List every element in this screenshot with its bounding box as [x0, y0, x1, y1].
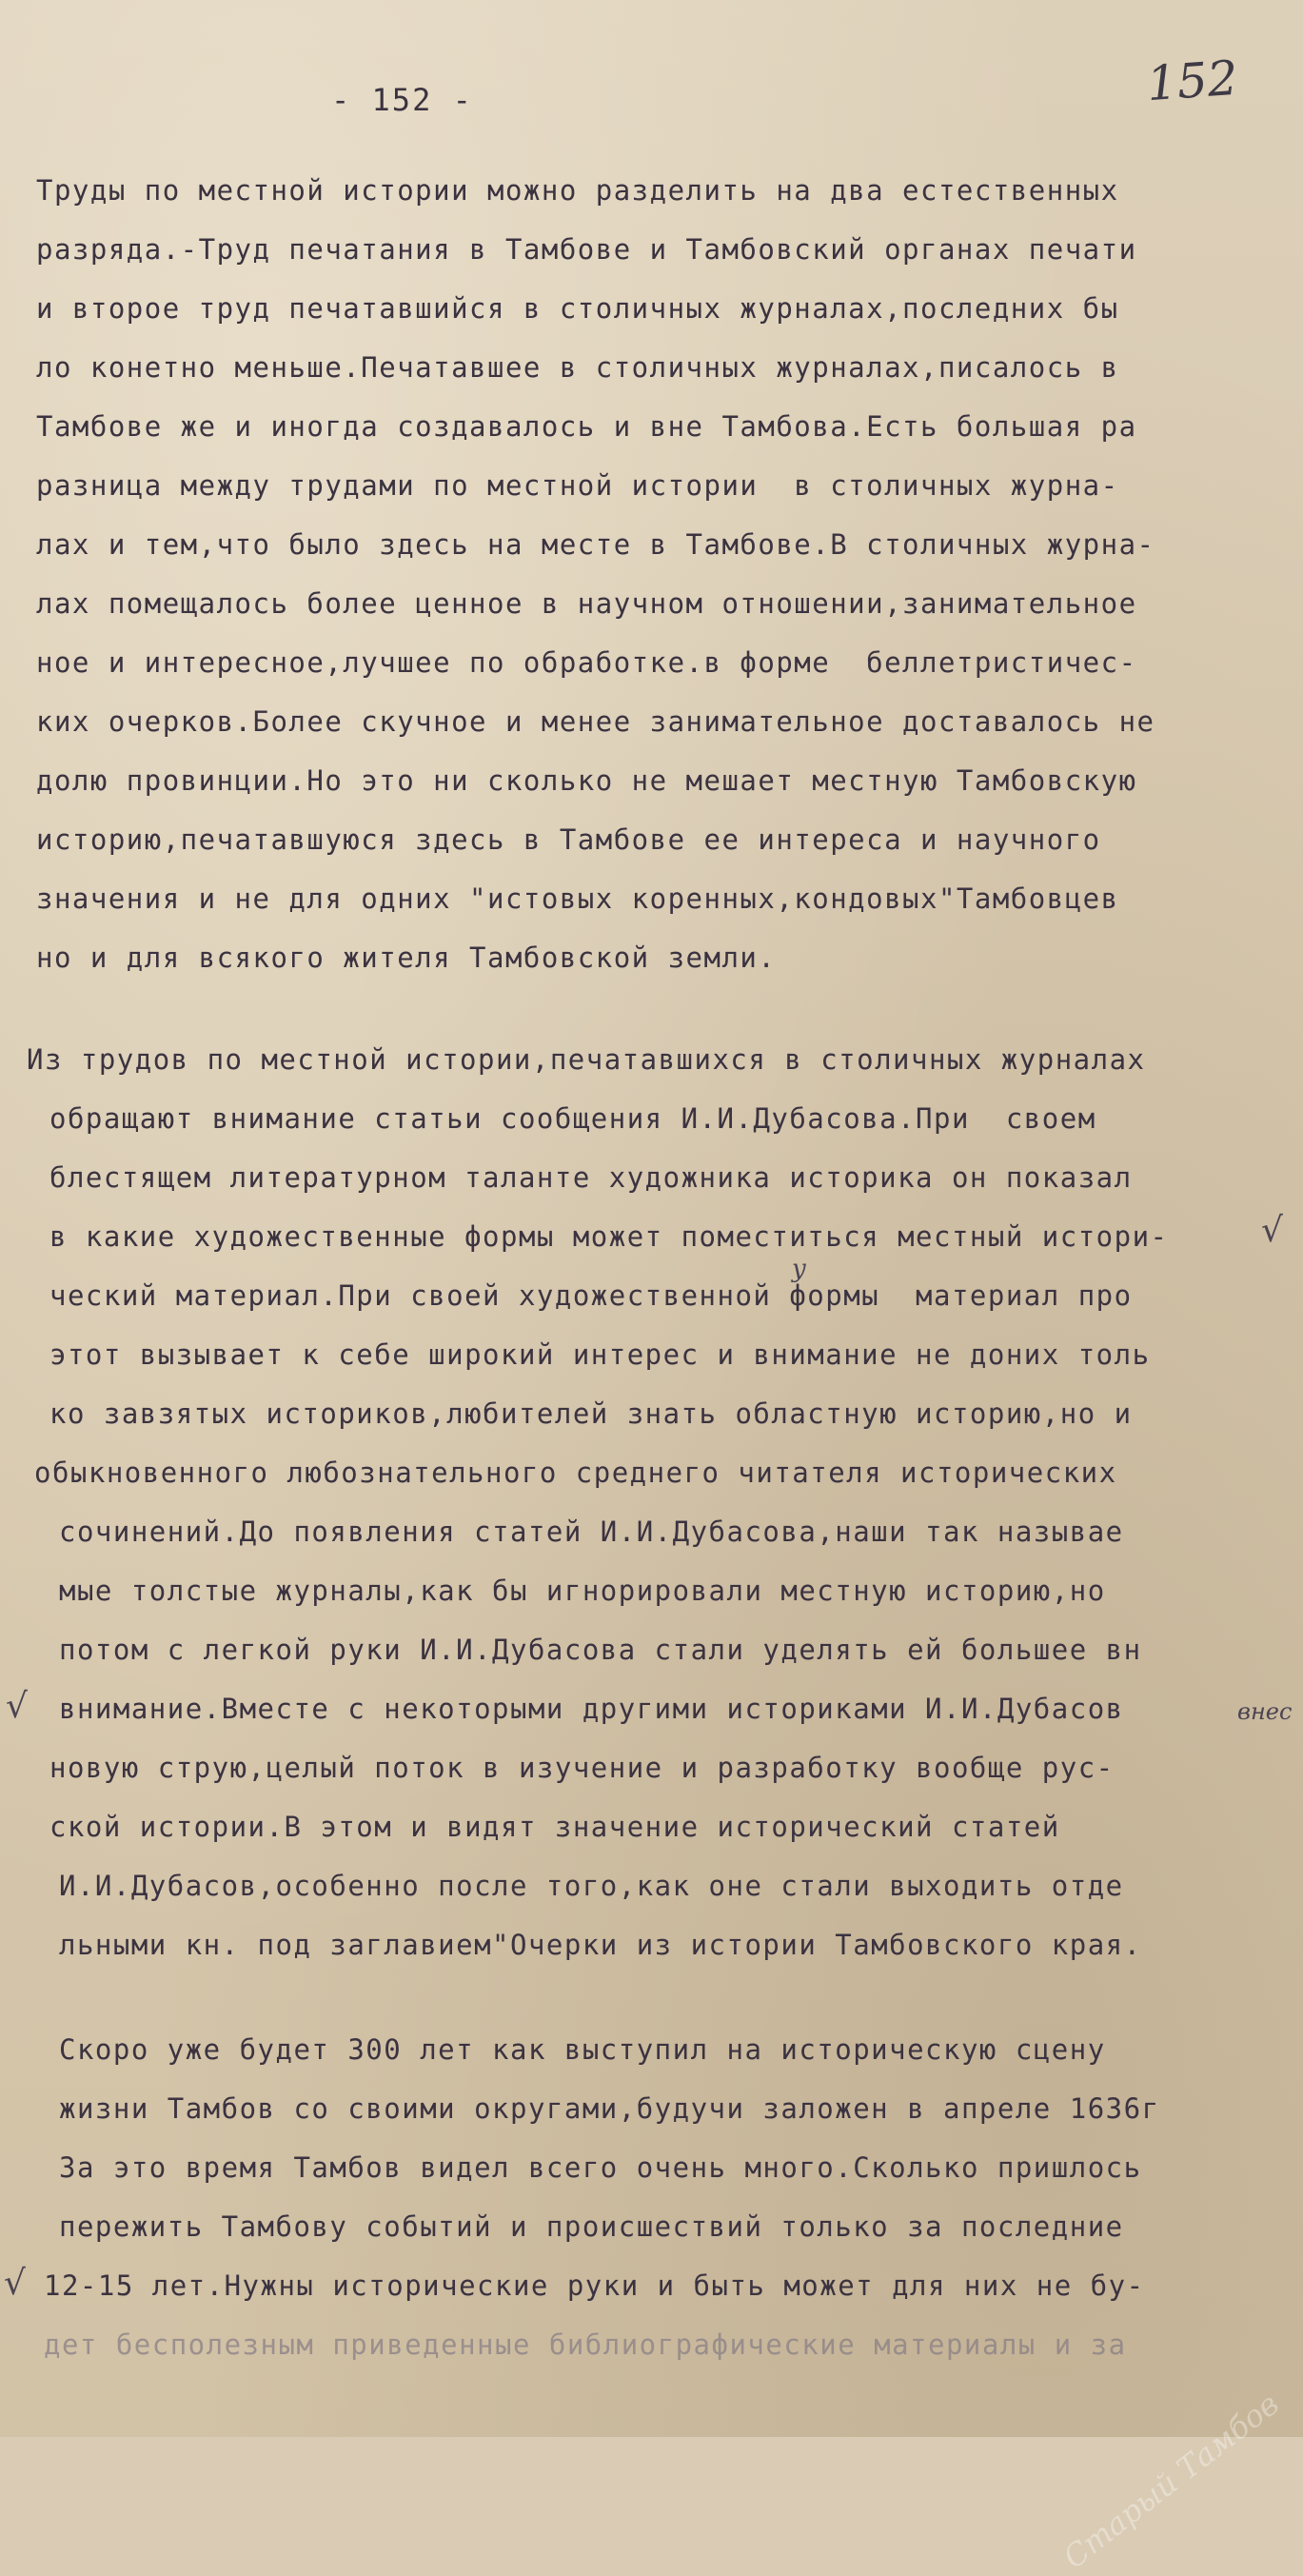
inline-correction-letter: у	[792, 1255, 807, 1283]
paragraph-2-line-7: ко завзятых историков,любителей знать областную историю,но и	[49, 1397, 1133, 1430]
margin-check-mark-2: √	[6, 1687, 28, 1726]
paragraph-2-line-13: новую струю,целый поток в изучение и разработку вообще рус-	[49, 1752, 1115, 1784]
paragraph-2-line-6: этот вызывает к себе широкий интерес и внимание не доних толь	[49, 1338, 1151, 1371]
paragraph-1-line-1: Труды по местной истории можно разделить на два естественных	[36, 174, 1119, 207]
paragraph-3-line-3: За это время Тамбов видел всего очень много.Сколько пришлось	[59, 2151, 1142, 2184]
paragraph-1-line-2: разряда.-Труд печатания в Тамбове и Тамбовский органах печати	[36, 233, 1137, 266]
paragraph-2-line-5: ческий материал.При своей художественной формы материал про	[49, 1279, 1133, 1312]
paragraph-2-line-3: блестящем литературном таланте художника историка он показал	[49, 1161, 1133, 1194]
paragraph-2-line-15: И.И.Дубасов,особенно после того,как оне стали выходить отде	[59, 1870, 1124, 1902]
paragraph-1-line-10: ких очерков.Более скучное и менее занимательное доставалось не	[36, 705, 1155, 738]
margin-insert-word: внес	[1237, 1698, 1293, 1725]
paragraph-2-line-4: в какие художественные формы может поместиться местный истори-	[49, 1220, 1169, 1253]
paragraph-2-line-10: мые толстые журналы,как бы игнорировали местную историю,но	[59, 1575, 1106, 1607]
paragraph-3-line-5: 12-15 лет.Нужны исторические руки и быть может для них не бу-	[44, 2269, 1145, 2302]
typed-page-number: - 152 -	[331, 82, 473, 118]
paragraph-3-line-4: пережить Тамбову событий и происшествий только за последние	[59, 2210, 1124, 2243]
paragraph-1-line-11: долю провинции.Но это ни сколько не мешает местную Тамбовскую	[36, 764, 1137, 797]
paragraph-3-line-1: Скоро уже будет 300 лет как выступил на историческую сцену	[59, 2033, 1106, 2066]
paragraph-2-line-9: сочинений.До появления статей И.И.Дубасова,наши так называе	[59, 1516, 1124, 1548]
paragraph-3-line-6: дет бесполезным приведенные библиографические материалы и за	[44, 2328, 1127, 2361]
paragraph-1-line-3: и второе труд печатавшийся в столичных журналах,последних бы	[36, 292, 1119, 325]
paragraph-1-line-14: но и для всякого жителя Тамбовской земли.	[36, 941, 777, 974]
paragraph-1-line-8: лах помещалось более ценное в научном отношении,занимательное	[36, 587, 1137, 620]
margin-check-mark-3: √	[4, 2264, 26, 2303]
paragraph-2-line-11: потом с легкой руки И.И.Дубасова стали уделять ей большее вн	[59, 1634, 1142, 1666]
paragraph-1-line-12: историю,печатавшуюся здесь в Тамбове ее интереса и научного	[36, 823, 1101, 856]
paragraph-1-line-4: ло конетно меньше.Печатавшее в столичных журналах,писалось в	[36, 351, 1119, 384]
paragraph-3-line-2: жизни Тамбов со своими округами,будучи заложен в апреле 1636г	[59, 2092, 1160, 2125]
paragraph-1-line-7: лах и тем,что было здесь на месте в Тамбове.В столичных журна-	[36, 528, 1155, 561]
watermark: Старый Тамбов	[1056, 2386, 1286, 2576]
paragraph-2-line-14: ской истории.В этом и видят значение исторический статей	[49, 1811, 1060, 1843]
handwritten-page-number: 152	[1145, 50, 1240, 112]
paragraph-2-line-12: внимание.Вместе с некоторыми другими историками И.И.Дубасов	[59, 1693, 1124, 1725]
paragraph-2-line-16: льными кн. под заглавием"Очерки из истории Тамбовского края.	[59, 1929, 1142, 1961]
paragraph-2-line-8: обыкновенного любознательного среднего читателя исторических	[34, 1456, 1117, 1489]
paragraph-1-line-5: Тамбове же и иногда создавалось и вне Тамбова.Есть большая ра	[36, 410, 1137, 443]
margin-check-mark-1: √	[1261, 1211, 1283, 1250]
paragraph-1-line-13: значения и не для одних "истовых коренных,кондовых"Тамбовцев	[36, 882, 1119, 915]
paragraph-1-line-9: ное и интересное,лучшее по обработке.в форме беллетристичес-	[36, 646, 1137, 679]
paragraph-2-line-1: Из трудов по местной истории,печатавшихся в столичных журналах	[27, 1043, 1146, 1076]
paragraph-1-line-6: разница между трудами по местной истории в столичных журна-	[36, 469, 1119, 502]
paragraph-2-line-2: обращают внимание статьи сообщения И.И.Дубасова.При своем	[49, 1102, 1096, 1135]
